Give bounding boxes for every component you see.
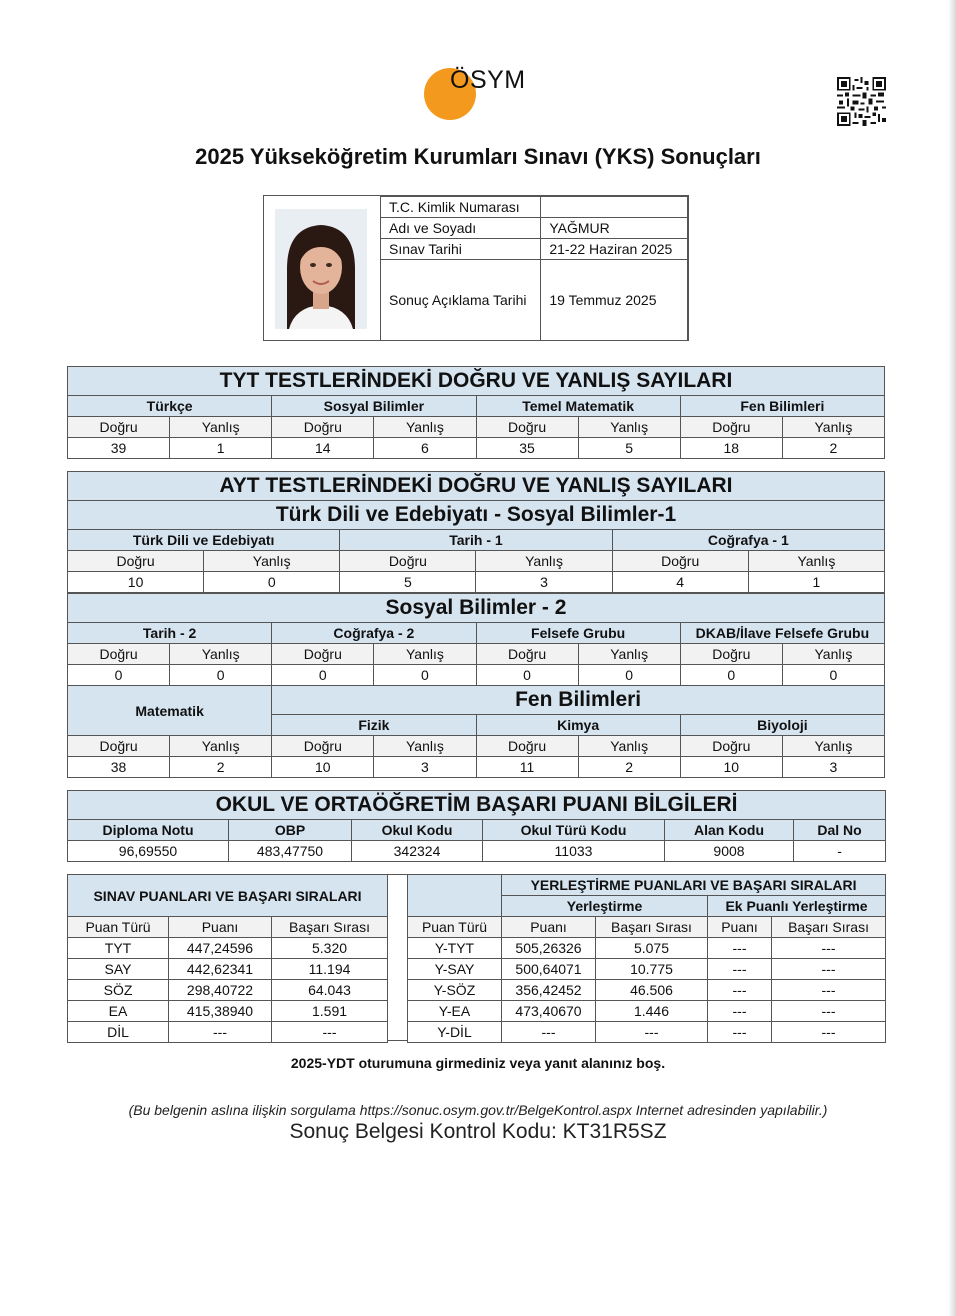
dogru-value: 39 [68, 438, 170, 459]
yanlis-value: 2 [170, 757, 272, 778]
dogru-value: 14 [272, 438, 374, 459]
document-title: 2025 Yükseköğretim Kurumları Sınavı (YKS) Sonuçları [195, 144, 761, 169]
info-label: Sınav Tarihi [381, 239, 541, 260]
puan-turu: Y-TYT [408, 938, 502, 959]
table-row [408, 980, 886, 1001]
dogru-value: 38 [68, 757, 170, 778]
candidate-info [263, 195, 689, 341]
okul-header: Okul Türü Kodu [483, 820, 665, 841]
ek-basari-sirasi: --- [772, 1022, 886, 1043]
puan-turu: Y-SAY [408, 959, 502, 980]
basari-sirasi: 11.194 [272, 959, 388, 980]
yerlestirme-header: Puanı [708, 917, 772, 938]
puan: 505,26326 [502, 938, 596, 959]
info-label: T.C. Kimlik Numarası [381, 197, 541, 218]
ek-basari-sirasi: --- [772, 938, 886, 959]
tyt-table [67, 366, 885, 459]
okul-header: Okul Kodu [352, 820, 483, 841]
puan-turu: EA [68, 1001, 169, 1022]
puan-turu: TYT [68, 938, 169, 959]
puan: 500,64071 [502, 959, 596, 980]
puan: 447,24596 [169, 938, 272, 959]
dogru-label: Doğru [272, 736, 374, 757]
yanlis-value: 6 [374, 438, 476, 459]
sinav-puanlari-table [67, 874, 388, 1043]
dogru-value: 10 [68, 572, 204, 593]
ayt-test-name: Kimya [476, 715, 680, 736]
ek-puan: --- [708, 980, 772, 1001]
puan: 415,38940 [169, 1001, 272, 1022]
ayt-test-name: Biyoloji [680, 715, 884, 736]
yerlestirme-header: Puan Türü [408, 917, 502, 938]
info-value-tc [541, 197, 688, 218]
puan: 356,42452 [502, 980, 596, 1001]
table-row [408, 938, 886, 959]
tyt-test-name: Türkçe [68, 396, 272, 417]
candidate-photo [275, 209, 367, 329]
yanlis-value: 1 [170, 438, 272, 459]
yanlis-label: Yanlış [204, 551, 340, 572]
dogru-label: Doğru [476, 736, 578, 757]
puan: 442,62341 [169, 959, 272, 980]
ayt-test-name: DKAB/İlave Felsefe Grubu [680, 623, 884, 644]
dogru-value: 0 [476, 665, 578, 686]
basari-sirasi: 1.591 [272, 1001, 388, 1022]
info-row [381, 260, 688, 341]
dogru-label: Doğru [340, 551, 476, 572]
control-code: Sonuç Belgesi Kontrol Kodu: KT31R5SZ [289, 1120, 667, 1143]
tyt-title: TYT TESTLERİNDEKİ DOĞRU VE YANLIŞ SAYILARI [68, 367, 885, 396]
diploma-notu-value: 96,69550 [68, 841, 229, 862]
ek-basari-sirasi: --- [772, 959, 886, 980]
table-row [68, 980, 388, 1001]
dogru-value: 35 [476, 438, 578, 459]
table-row [68, 1022, 388, 1043]
puan-turu: Y-DİL [408, 1022, 502, 1043]
ek-basari-sirasi: --- [772, 980, 886, 1001]
okul-turu-kodu-value: 11033 [483, 841, 665, 862]
yanlis-label: Yanlış [170, 644, 272, 665]
obp-value: 483,47750 [229, 841, 352, 862]
puan: 298,40722 [169, 980, 272, 1001]
basari-sirasi: 1.446 [596, 1001, 708, 1022]
dogru-value: 10 [680, 757, 782, 778]
yanlis-value: 3 [374, 757, 476, 778]
ek-puan: --- [708, 1022, 772, 1043]
yanlis-label: Yanlış [578, 417, 680, 438]
yerlestirme-table [407, 874, 886, 1043]
info-value-exam-date: 21-22 Haziran 2025 [541, 239, 688, 260]
dogru-value: 0 [68, 665, 170, 686]
dogru-value: 0 [680, 665, 782, 686]
yanlis-label: Yanlış [170, 736, 272, 757]
dogru-label: Doğru [68, 417, 170, 438]
puan-turu: Y-EA [408, 1001, 502, 1022]
dogru-label: Doğru [272, 417, 374, 438]
dogru-label: Doğru [680, 417, 782, 438]
qr-code-icon [837, 77, 886, 126]
yanlis-label: Yanlış [374, 736, 476, 757]
yanlis-value: 0 [374, 665, 476, 686]
verify-text: (Bu belgenin aslına ilişkin sorgulama https://sonuc.osym.gov.tr/BelgeKontrol.aspx Internet adresinden yapılabilir.) [128, 1102, 828, 1118]
dogru-value: 11 [476, 757, 578, 778]
info-label: Sonuç Açıklama Tarihi [381, 260, 541, 341]
alan-kodu-value: 9008 [665, 841, 794, 862]
yerlestirme-header: Başarı Sırası [596, 917, 708, 938]
info-row [381, 197, 688, 218]
table-row [68, 1001, 388, 1022]
yanlis-value: 0 [204, 572, 340, 593]
yanlis-label: Yanlış [782, 736, 884, 757]
info-table [380, 196, 688, 341]
basari-sirasi: 64.043 [272, 980, 388, 1001]
dogru-label: Doğru [68, 644, 170, 665]
yerlestirme-header: Başarı Sırası [772, 917, 886, 938]
basari-sirasi: 5.075 [596, 938, 708, 959]
yanlis-value: 2 [578, 757, 680, 778]
dogru-label: Doğru [476, 417, 578, 438]
ayt-title: AYT TESTLERİNDEKİ DOĞRU VE YANLIŞ SAYILARI [68, 472, 885, 501]
okul-title: OKUL VE ORTAÖĞRETİM BAŞARI PUANI BİLGİLERİ [68, 791, 886, 820]
osym-logo [424, 64, 544, 122]
tyt-test-name: Fen Bilimleri [680, 396, 884, 417]
yanlis-value: 0 [578, 665, 680, 686]
yanlis-label: Yanlış [782, 644, 884, 665]
ayt-test-name: Tarih - 2 [68, 623, 272, 644]
puan: 473,40670 [502, 1001, 596, 1022]
sinav-header: Puan Türü [68, 917, 169, 938]
yanlis-value: 3 [782, 757, 884, 778]
okul-header: Alan Kodu [665, 820, 794, 841]
yanlis-label: Yanlış [374, 644, 476, 665]
okul-table [67, 790, 886, 862]
yanlis-label: Yanlış [170, 417, 272, 438]
dal-no-value: - [794, 841, 886, 862]
okul-header: Diploma Notu [68, 820, 229, 841]
yanlis-value: 2 [782, 438, 884, 459]
basari-sirasi: 46.506 [596, 980, 708, 1001]
yerlestirme-corner [408, 875, 502, 917]
dogru-value: 5 [340, 572, 476, 593]
puan-turu: Y-SÖZ [408, 980, 502, 1001]
yanlis-label: Yanlış [476, 551, 612, 572]
yanlis-value: 3 [476, 572, 612, 593]
yanlis-label: Yanlış [748, 551, 884, 572]
sinav-header: Başarı Sırası [272, 917, 388, 938]
page-edge-shade [948, 0, 956, 1316]
basari-sirasi: --- [596, 1022, 708, 1043]
dogru-label: Doğru [680, 644, 782, 665]
info-row [381, 218, 688, 239]
ek-puan: --- [708, 938, 772, 959]
table-spacer [387, 874, 407, 1041]
ayt-table-2 [67, 593, 885, 778]
yerlestirme-title: YERLEŞTİRME PUANLARI VE BAŞARI SIRALARI [502, 875, 886, 896]
yerlestirme-header: Puanı [502, 917, 596, 938]
okul-header: OBP [229, 820, 352, 841]
basari-sirasi: 10.775 [596, 959, 708, 980]
yanlis-label: Yanlış [578, 736, 680, 757]
logo-text: ÖSYM [450, 66, 526, 94]
yanlis-value: 0 [170, 665, 272, 686]
dogru-value: 0 [272, 665, 374, 686]
ek-puan: --- [708, 959, 772, 980]
ydt-note: 2025-YDT oturumuna girmediniz veya yanıt alanınız boş. [290, 1055, 666, 1071]
table-row [408, 1001, 886, 1022]
ayt-section2-title: Sosyal Bilimler - 2 [68, 594, 885, 623]
dogru-label: Doğru [680, 736, 782, 757]
okul-kodu-value: 342324 [352, 841, 483, 862]
ayt-test-name: Felsefe Grubu [476, 623, 680, 644]
ek-basari-sirasi: --- [772, 1001, 886, 1022]
dogru-value: 10 [272, 757, 374, 778]
basari-sirasi: 5.320 [272, 938, 388, 959]
puan-turu: SAY [68, 959, 169, 980]
okul-header: Dal No [794, 820, 886, 841]
yanlis-value: 5 [578, 438, 680, 459]
yanlis-label: Yanlış [374, 417, 476, 438]
tyt-test-name: Sosyal Bilimler [272, 396, 476, 417]
dogru-label: Doğru [68, 551, 204, 572]
table-row [408, 1022, 886, 1043]
tyt-test-name: Temel Matematik [476, 396, 680, 417]
yanlis-value: 0 [782, 665, 884, 686]
puan-turu: DİL [68, 1022, 169, 1043]
table-row [408, 959, 886, 980]
table-row [68, 959, 388, 980]
basari-sirasi: --- [272, 1022, 388, 1043]
dogru-label: Doğru [476, 644, 578, 665]
dogru-label: Doğru [68, 736, 170, 757]
ayt-test-name: Türk Dili ve Edebiyatı [68, 530, 340, 551]
table-row [68, 938, 388, 959]
ayt-section1-title: Türk Dili ve Edebiyatı - Sosyal Bilimler-1 [68, 501, 885, 530]
puan: --- [502, 1022, 596, 1043]
info-value-name: YAĞMUR [541, 218, 688, 239]
dogru-value: 4 [612, 572, 748, 593]
dogru-label: Doğru [612, 551, 748, 572]
yanlis-label: Yanlış [782, 417, 884, 438]
info-value-result-date: 19 Temmuz 2025 [541, 260, 688, 341]
yerlestirme-sub1: Yerleştirme [502, 896, 708, 917]
yanlis-label: Yanlış [578, 644, 680, 665]
sinav-title: SINAV PUANLARI VE BAŞARI SIRALARI [68, 875, 388, 917]
ayt-test-name: Coğrafya - 2 [272, 623, 476, 644]
info-row [381, 239, 688, 260]
dogru-value: 18 [680, 438, 782, 459]
puan-turu: SÖZ [68, 980, 169, 1001]
ayt-test-name: Tarih - 1 [340, 530, 612, 551]
yanlis-value: 1 [748, 572, 884, 593]
info-label: Adı ve Soyadı [381, 218, 541, 239]
ayt-test-name: Fizik [272, 715, 476, 736]
dogru-label: Doğru [272, 644, 374, 665]
sinav-header: Puanı [169, 917, 272, 938]
ayt-test-name: Matematik [68, 686, 272, 736]
ayt-table-1 [67, 471, 885, 593]
puan: --- [169, 1022, 272, 1043]
fen-title: Fen Bilimleri [272, 686, 885, 715]
ek-puan: --- [708, 1001, 772, 1022]
ayt-test-name: Coğrafya - 1 [612, 530, 884, 551]
yerlestirme-sub2: Ek Puanlı Yerleştirme [708, 896, 886, 917]
